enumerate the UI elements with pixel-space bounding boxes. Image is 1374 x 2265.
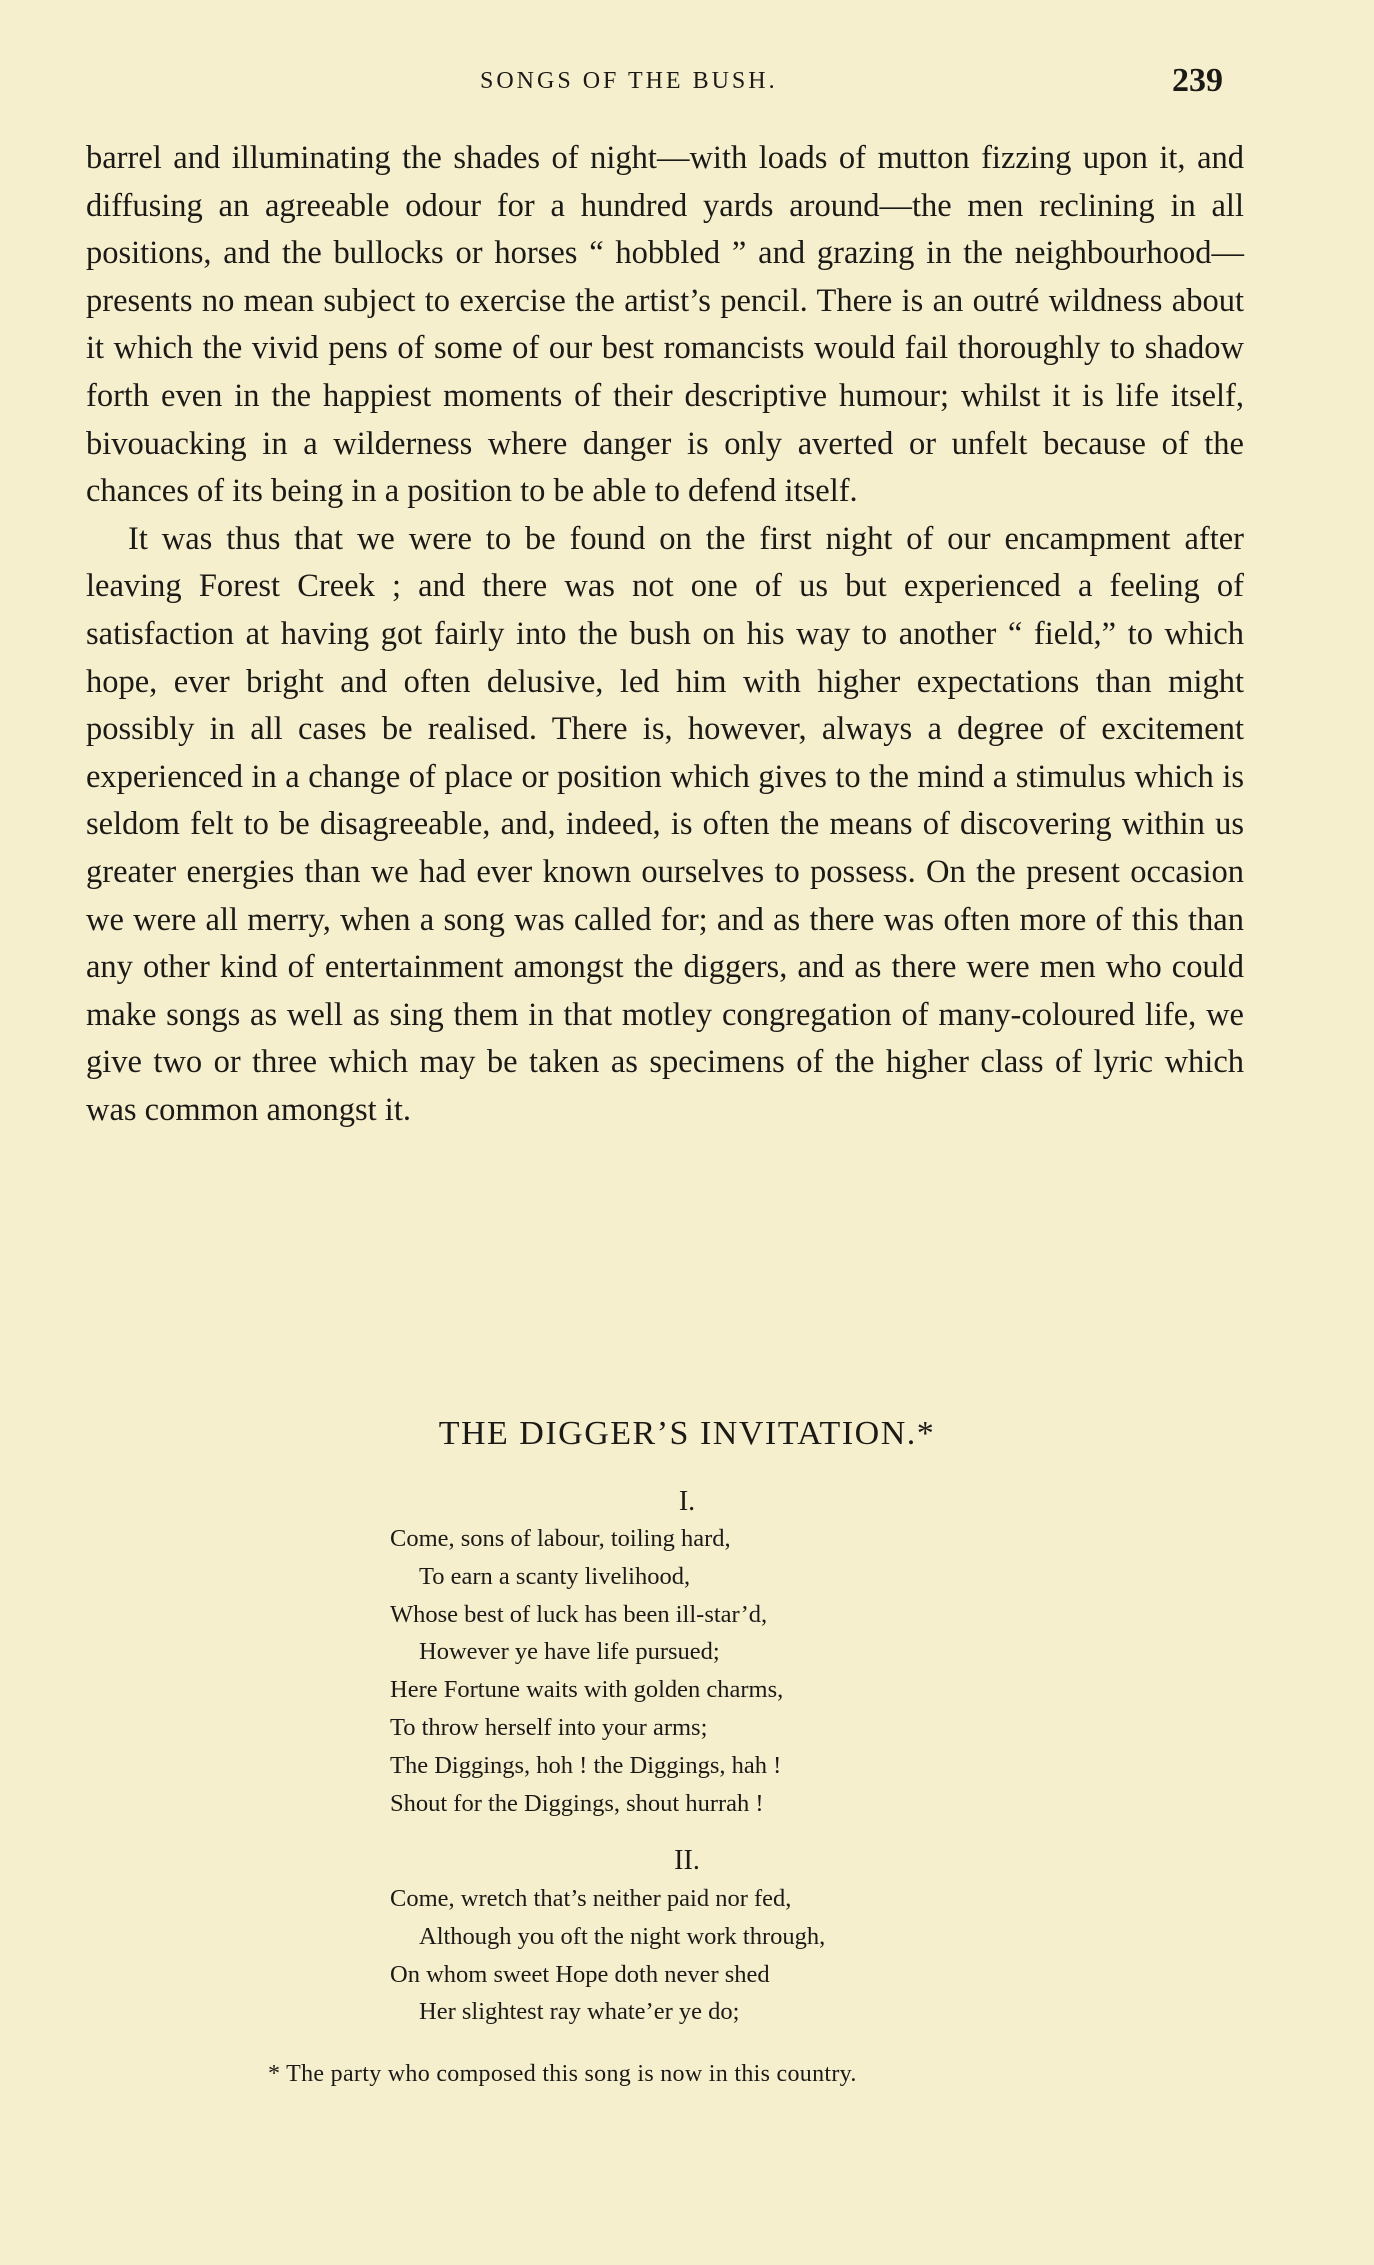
paragraph-continued: barrel and illuminating the shades of night—with loads of mutton fizzing upon it, and diffusing an agreeable odour for a hundred yards around—the men reclining in all positions, and the bullocks or horses “ hobbled ” and grazing in the neighbourhood—presents no mean subject to exercise the artist’s pencil. There is an outré wildness about it which the vivid pens of some of our best romancists would fail thoroughly to shadow forth even in the happiest moments of their descriptive humour; whilst it is life itself, bivouacking in a wilderness where danger is only averted or unfelt because of the chances of its being in a position to be able to defend itself. bbox=[86, 140, 1244, 510]
poem-line: To throw herself into your arms; bbox=[390, 1713, 708, 1741]
running-head bbox=[0, 62, 1374, 108]
poem-line: Shout for the Diggings, shout hurrah ! bbox=[390, 1789, 764, 1817]
poem-title: THE DIGGER’S INVITATION.* bbox=[438, 1415, 936, 1452]
stanza bbox=[390, 1520, 1150, 1822]
stanza-number: II. bbox=[674, 1845, 700, 1876]
poem-line: Her slightest ray whate’er ye do; bbox=[419, 1998, 740, 2026]
poem-line: The Diggings, hoh ! the Diggings, hah ! bbox=[390, 1751, 782, 1779]
poem-line: Come, wretch that’s neither paid nor fed, bbox=[390, 1885, 792, 1912]
running-title: SONGS OF THE BUSH. bbox=[480, 68, 778, 94]
poem-line: On whom sweet Hope doth never shed bbox=[390, 1960, 770, 1988]
footnote: * The party who composed this song is now in this country. bbox=[268, 2061, 857, 2087]
poem-line: Here Fortune waits with golden charms, bbox=[390, 1676, 784, 1704]
stanza-number: I. bbox=[678, 1486, 696, 1517]
poem-line: Come, sons of labour, toiling hard, bbox=[390, 1525, 731, 1552]
poem-line: To earn a scanty livelihood, bbox=[419, 1562, 691, 1590]
stanza bbox=[390, 1880, 1150, 2031]
body-text bbox=[86, 135, 1244, 1134]
poem-line: Whose best of luck has been ill-star’d, bbox=[390, 1600, 768, 1628]
poem-line: Although you oft the night work through, bbox=[419, 1922, 826, 1950]
poem-line: However ye have life pursued; bbox=[419, 1638, 720, 1666]
paragraph: It was thus that we were to be found on the first night of our encampment after leaving Forest Creek ; and there was not one of us but experienced a feeling of satisfaction at having got fairly into the bush on his way to another “ field,” to which hope, ever bright and often delusive, led him with higher expectations than might possibly in all cases be realised. There is, however, always a degree of excitement experienced in a change of place or position which gives to the mind a stimulus which is seldom felt to be disagreeable, and, indeed, is often the means of discovering within us greater energies than we had ever known ourselves to possess. On the present occasion we were all merry, when a song was called for; and as there was often more of this than any other kind of entertainment amongst the diggers, and as there were men who could make songs as well as sing them in that motley congregation of many-coloured life, we give two or three which may be taken as specimens of the higher class of lyric which was common amongst it. bbox=[86, 520, 1244, 1128]
page-number: 239 bbox=[1172, 62, 1223, 99]
